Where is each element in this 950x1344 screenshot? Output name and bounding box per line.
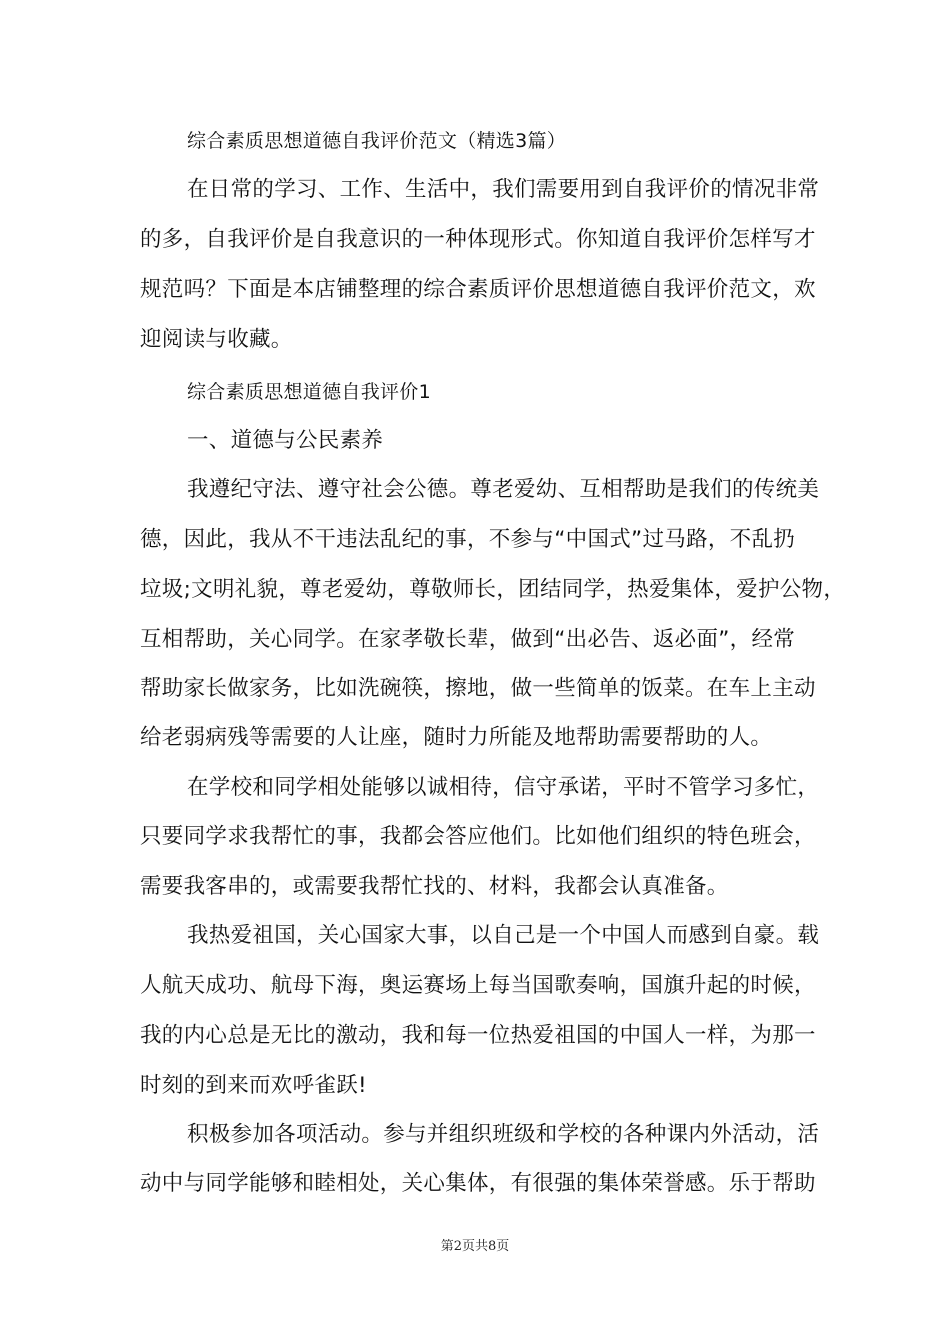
paragraph-3-line-3: 需要我客串的，或需要我帮忙找的、材料，我都会认真准备。 bbox=[140, 874, 729, 899]
paragraph-3-line-1: 在学校和同学相处能够以诚相待，信守承诺，平时不管学习多忙， bbox=[187, 775, 820, 800]
paragraph-1-line-3: 规范吗？下面是本店铺整理的综合素质评价思想道德自我评价范文，欢 bbox=[140, 277, 816, 302]
paragraph-4-line-2: 人航天成功、航母下海，奥运赛场上每当国歌奏响，国旗升起的时候， bbox=[140, 973, 816, 998]
paragraph-2-line-2: 德，因此，我从不干违法乱纪的事，不参与“中国式”过马路，不乱扔 bbox=[140, 527, 796, 552]
paragraph-4-line-4: 时刻的到来而欢呼雀跃! bbox=[140, 1073, 367, 1098]
paragraph-4-line-1: 我热爱祖国，关心国家大事，以自己是一个中国人而感到自豪。载 bbox=[187, 923, 820, 948]
page-number-footer: 第2页共8页 bbox=[440, 1239, 510, 1254]
paragraph-1-line-4: 迎阅读与收藏。 bbox=[140, 327, 293, 352]
paragraph-5-line-1: 积极参加各项活动。参与并组织班级和学校的各种课内外活动，活 bbox=[187, 1122, 820, 1147]
paragraph-1-line-1: 在日常的学习、工作、生活中，我们需要用到自我评价的情况非常 bbox=[187, 177, 820, 202]
paragraph-2-line-6: 给老弱病残等需要的人让座，随时力所能及地帮助需要帮助的人。 bbox=[140, 725, 773, 750]
document-title: 综合素质思想道德自我评价范文（精选3篇） bbox=[187, 130, 567, 152]
section-heading-1: 综合素质思想道德自我评价1 bbox=[187, 381, 431, 403]
paragraph-1-line-2: 的多，自我评价是自我意识的一种体现形式。你知道自我评价怎样写才 bbox=[140, 227, 816, 252]
paragraph-2-line-4: 互相帮助，关心同学。在家孝敬长辈，做到“出必告、返必面”，经常 bbox=[140, 627, 796, 652]
paragraph-4-line-3: 我的内心总是无比的激动，我和每一位热爱祖国的中国人一样，为那一 bbox=[140, 1023, 816, 1048]
subsection-heading-moral: 一、道德与公民素养 bbox=[187, 428, 384, 453]
paragraph-3-line-2: 只要同学求我帮忙的事，我都会答应他们。比如他们组织的特色班会， bbox=[140, 824, 816, 849]
paragraph-2-line-1: 我遵纪守法、遵守社会公德。尊老爱幼、互相帮助是我们的传统美 bbox=[187, 477, 820, 502]
paragraph-2-line-3: 垃圾;文明礼貌，尊老爱幼，尊敬师长，团结同学，热爱集体，爱护公物， bbox=[140, 577, 846, 602]
paragraph-5-line-2: 动中与同学能够和睦相处，关心集体，有很强的集体荣誉感。乐于帮助 bbox=[140, 1171, 816, 1196]
paragraph-2-line-5: 帮助家长做家务，比如洗碗筷，擦地，做一些简单的饭菜。在车上主动 bbox=[140, 676, 816, 701]
